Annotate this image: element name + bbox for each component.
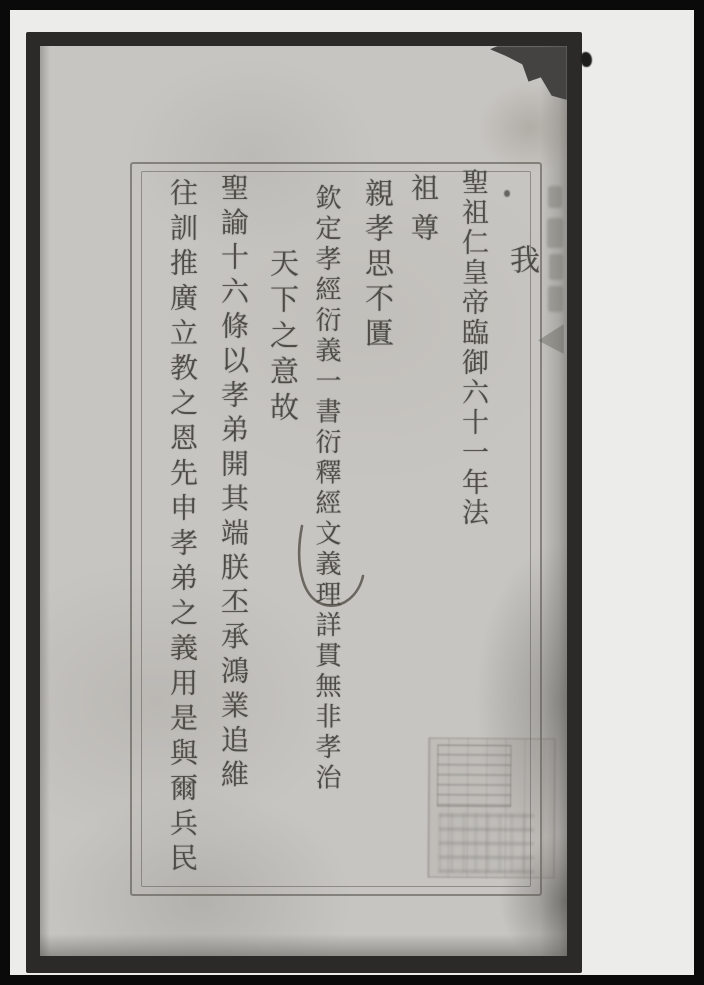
ink-dot bbox=[504, 190, 510, 197]
bleedthrough-ghost-box bbox=[437, 745, 511, 808]
text-column-1: 我 bbox=[505, 244, 538, 276]
correction-arc-mark bbox=[293, 520, 373, 618]
text-column-5: 欽定孝經衍義一書衍釋經文義理詳貫無非孝治 bbox=[312, 184, 341, 794]
photo-mat bbox=[10, 10, 694, 975]
edge-fleck bbox=[581, 52, 592, 67]
text-column-6: 天下之意故 bbox=[266, 248, 298, 428]
text-column-4: 親孝思不匱 bbox=[361, 178, 393, 353]
text-column-8: 往訓推廣立教之恩先申孝弟之義用是與爾兵民 bbox=[166, 178, 197, 878]
bleedthrough-spine-mark bbox=[547, 218, 563, 248]
text-column-7: 聖諭十六條以孝弟開其端朕丕承鴻業追維 bbox=[217, 173, 248, 794]
text-column-3: 祖尊 bbox=[407, 173, 438, 253]
bleedthrough-spine-mark bbox=[548, 186, 562, 208]
bleedthrough-ghost-page bbox=[428, 738, 556, 879]
bleedthrough-spine-mark bbox=[548, 286, 563, 312]
bleedthrough-ghost-rows bbox=[439, 813, 534, 874]
bleedthrough-spine-mark bbox=[549, 254, 563, 280]
text-column-2: 聖祖仁皇帝臨御六十一年法 bbox=[458, 168, 488, 528]
